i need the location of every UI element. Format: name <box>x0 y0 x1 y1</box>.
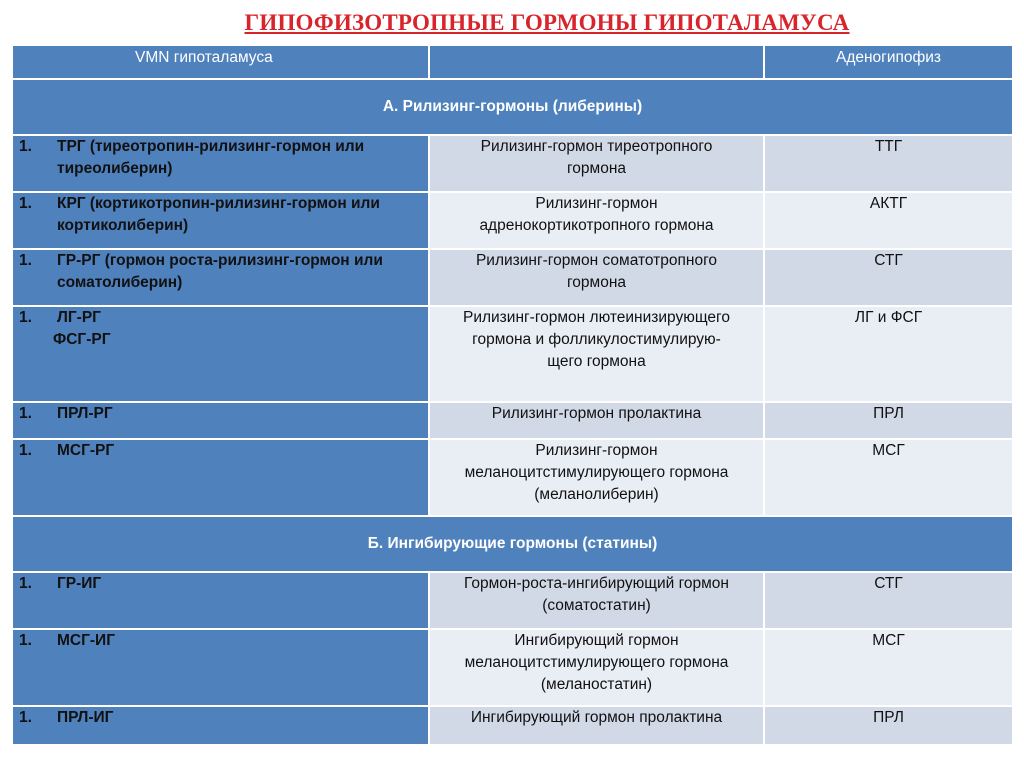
hormone-name: ЛГ-РГ <box>57 309 101 326</box>
hormone-name: ПРЛ-РГ <box>57 405 113 422</box>
hormone-name: ГР-ИГ <box>57 575 102 592</box>
hormone-name-cell <box>12 706 429 745</box>
row-number: 1. <box>19 252 32 269</box>
hormone-name-cell <box>12 135 429 192</box>
hormone-name-cont: соматолиберин) <box>57 274 183 291</box>
row-number: 1. <box>19 405 32 422</box>
table-row <box>12 572 1013 629</box>
target-hormone-cell: СТГ <box>764 249 1013 306</box>
table-row <box>12 192 1013 249</box>
description-line: щего гормона <box>547 353 646 370</box>
hormone-name-cell <box>12 439 429 516</box>
hormone-name: МСГ-ИГ <box>57 632 115 649</box>
hormone-name: КРГ (кортикотропин-рилизинг-гормон или <box>57 195 380 212</box>
section-a-title: А. Рилизинг-гормоны (либерины) <box>12 79 1013 135</box>
hormone-name-cont: ФСГ-РГ <box>53 331 111 348</box>
hormones-table <box>11 44 1014 746</box>
row-number: 1. <box>19 195 32 212</box>
hormone-description-cell <box>429 402 764 439</box>
hormone-name-cell <box>12 249 429 306</box>
target-hormone-cell: МСГ <box>764 439 1013 516</box>
header-col-hypothalamus: VMN гипоталамуса <box>12 45 429 79</box>
description-line: (меланолиберин) <box>534 486 659 503</box>
target-hormone-cell: МСГ <box>764 629 1013 706</box>
hormone-name-cont: тиреолиберин) <box>57 160 173 177</box>
description-line: (соматостатин) <box>542 597 651 614</box>
table-row <box>12 249 1013 306</box>
header-col-middle <box>429 45 764 79</box>
hormone-description-cell <box>429 249 764 306</box>
table-row <box>12 629 1013 706</box>
hormone-description-cell <box>429 629 764 706</box>
hormone-name-cont: кортиколиберин) <box>57 217 189 234</box>
target-hormone-cell: СТГ <box>764 572 1013 629</box>
hormone-description-cell <box>429 572 764 629</box>
table-row <box>12 402 1013 439</box>
table-row <box>12 439 1013 516</box>
description-line: гормона <box>566 274 626 291</box>
table-row <box>12 706 1013 745</box>
target-hormone-cell: ЛГ и ФСГ <box>764 306 1013 402</box>
hormone-name-cell <box>12 402 429 439</box>
description-line: меланоцитстимулирующего гормона <box>464 464 729 481</box>
description-line: меланоцитстимулирующего гормона <box>464 654 729 671</box>
description-line: Рилизинг-гормон пролактина <box>491 405 702 422</box>
hormone-description-cell <box>429 192 764 249</box>
section-b-title: Б. Ингибирующие гормоны (статины) <box>12 516 1013 572</box>
hormone-description-cell <box>429 135 764 192</box>
description-line: Рилизинг-гормон <box>535 442 658 459</box>
hormone-description-cell <box>429 706 764 745</box>
description-line: Ингибирующий гормон <box>514 632 679 649</box>
description-line: Рилизинг-гормон тиреотропного <box>480 138 713 155</box>
page-title: ГИПОФИЗОТРОПНЫЕ ГОРМОНЫ ГИПОТАЛАМУСА <box>244 10 850 35</box>
header-col-adenohypophysis: Аденогипофиз <box>764 45 1013 79</box>
hormone-name: ПРЛ-ИГ <box>57 709 114 726</box>
table-row <box>12 135 1013 192</box>
hormone-name: МСГ-РГ <box>57 442 115 459</box>
description-line: Ингибирующий гормон пролактина <box>470 709 723 726</box>
target-hormone-cell: ТТГ <box>764 135 1013 192</box>
hormone-name-cell <box>12 306 429 402</box>
description-line: Рилизинг-гормон соматотропного <box>475 252 718 269</box>
row-number: 1. <box>19 632 32 649</box>
section-b-row <box>12 516 1013 572</box>
row-number: 1. <box>19 575 32 592</box>
hormone-name-cell <box>12 629 429 706</box>
hormone-description-cell <box>429 306 764 402</box>
hormone-name: ГР-РГ (гормон роста-рилизинг-гормон или <box>57 252 383 269</box>
description-line: адренокортикотропного гормона <box>479 217 714 234</box>
hormone-name-cell <box>12 192 429 249</box>
table-header-row <box>12 45 1013 79</box>
hormone-name-cell <box>12 572 429 629</box>
hormone-description-cell <box>429 439 764 516</box>
target-hormone-cell: ПРЛ <box>764 706 1013 745</box>
row-number: 1. <box>19 709 32 726</box>
description-line: Рилизинг-гормон <box>535 195 658 212</box>
description-line: гормона и фолликулостимулирую- <box>472 331 721 348</box>
description-line: Рилизинг-гормон лютеинизирующего <box>462 309 730 326</box>
row-number: 1. <box>19 309 32 326</box>
target-hormone-cell: АКТГ <box>764 192 1013 249</box>
table-row <box>12 306 1013 402</box>
description-line: гормона <box>566 160 626 177</box>
section-a-row <box>12 79 1013 135</box>
row-number: 1. <box>19 442 32 459</box>
target-hormone-cell: ПРЛ <box>764 402 1013 439</box>
description-line: (меланостатин) <box>540 676 653 693</box>
description-line: Гормон-роста-ингибирующий гормон <box>464 575 729 592</box>
row-number: 1. <box>19 138 32 155</box>
hormone-name: ТРГ (тиреотропин-рилизинг-гормон или <box>57 138 365 155</box>
